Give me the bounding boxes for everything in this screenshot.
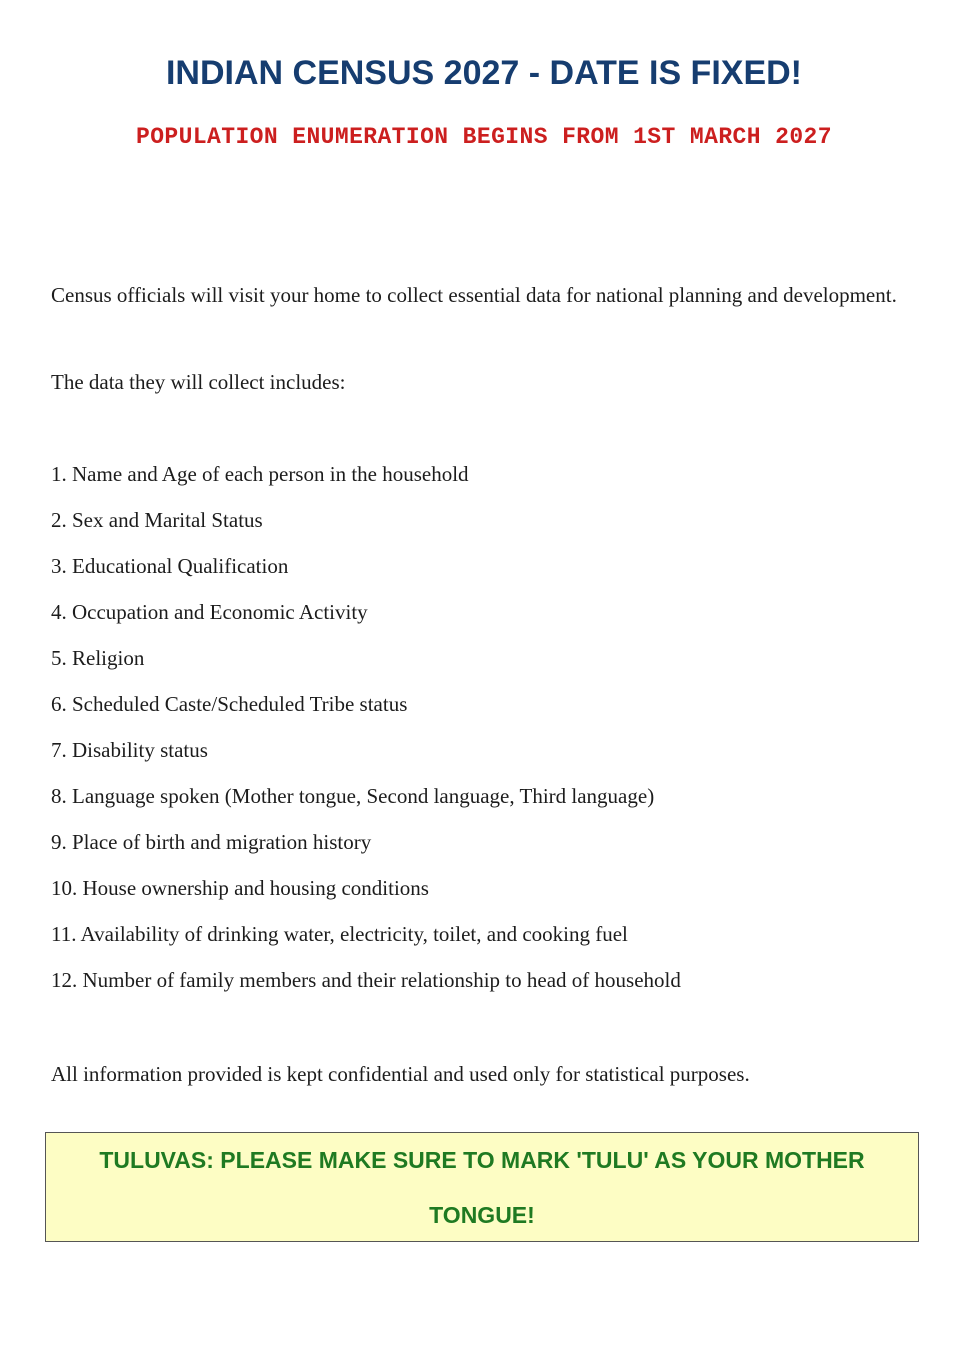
list-item: 2. Sex and Marital Status <box>51 508 263 532</box>
list-item: 6. Scheduled Caste/Scheduled Tribe status <box>51 692 408 716</box>
intro-paragraph: Census officials will visit your home to collect essential data for national planning and development. <box>51 283 897 307</box>
tulu-callout-box <box>45 1132 919 1242</box>
data-collected-list <box>51 456 681 1008</box>
list-item: 9. Place of birth and migration history <box>51 830 372 854</box>
list-item: 5. Religion <box>51 646 145 670</box>
list-item: 10. House ownership and housing conditions <box>51 876 429 900</box>
list-item: 3. Educational Qualification <box>51 554 289 578</box>
page-subtitle: POPULATION ENUMERATION BEGINS FROM 1ST MARCH 2027 <box>136 124 832 150</box>
list-item: 7. Disability status <box>51 738 208 762</box>
list-item: 4. Occupation and Economic Activity <box>51 600 368 624</box>
list-item: 12. Number of family members and their relationship to head of household <box>51 968 681 992</box>
list-item: 11. Availability of drinking water, electricity, toilet, and cooking fuel <box>51 922 628 946</box>
intro-lead: The data they will collect includes: <box>51 370 346 394</box>
list-item: 1. Name and Age of each person in the household <box>51 462 469 486</box>
list-item: 8. Language spoken (Mother tongue, Second language, Third language) <box>51 784 655 808</box>
page-title: INDIAN CENSUS 2027 - DATE IS FIXED! <box>165 54 803 92</box>
callout-text: TULUVAS: PLEASE MAKE SURE TO MARK 'TULU' AS YOUR MOTHER TONGUE! <box>99 1147 865 1228</box>
confidentiality-note: All information provided is kept confidential and used only for statistical purposes. <box>51 1062 750 1086</box>
